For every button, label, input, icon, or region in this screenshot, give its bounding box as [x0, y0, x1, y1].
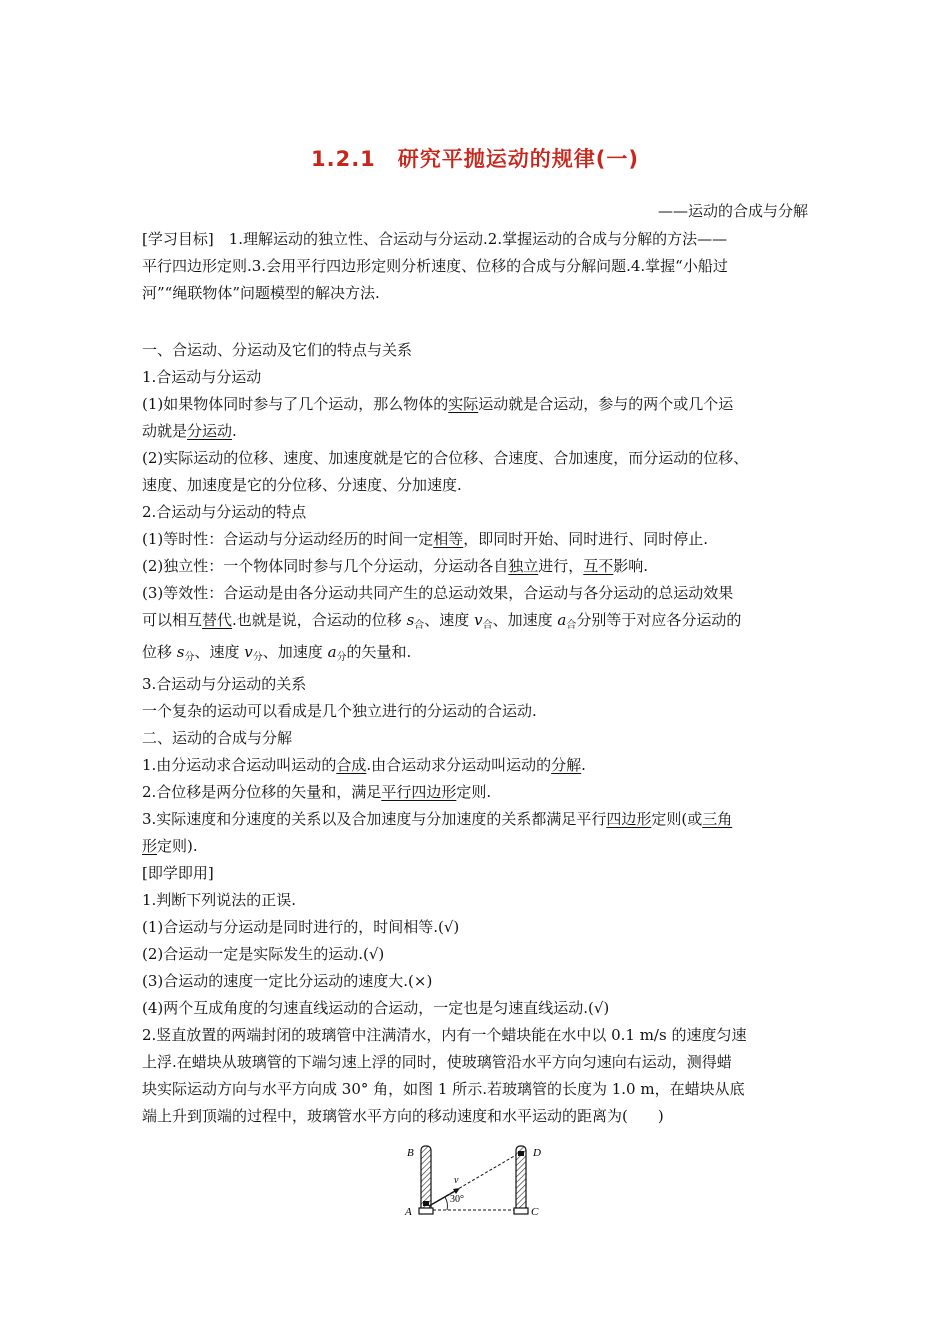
objectives-line-1: [学习目标] 1.理解运动的独立性、合运动与分运动.2.掌握运动的合成与分解的方法—— [142, 230, 728, 248]
paragraph: 动就是分运动. [142, 422, 237, 440]
paragraph: (1)如果物体同时参与了几个运动，那么物体的实际运动就是合运动，参与的两个或几个运 [142, 395, 734, 413]
paragraph: 3.实际速度和分速度的关系以及合加速度与分加速度的关系都满足平行四边形定则(或三角 [142, 810, 733, 828]
subheading-1: 1.合运动与分运动 [142, 368, 262, 386]
subheading-2: 2.合运动与分运动的特点 [142, 503, 307, 521]
section-2-heading: 二、运动的合成与分解 [142, 729, 293, 747]
label-v: v [454, 1175, 459, 1186]
question-2-line: 块实际运动方向与水平方向成 30° 角，如图 1 所示.若玻璃管的长度为 1.0 m，在蜡块从底 [142, 1080, 745, 1098]
paragraph: 2.合位移是两分位移的矢量和，满足平行四边形定则. [142, 783, 492, 801]
paragraph: 1.由分运动求合运动叫运动的合成.由合运动求分运动叫运动的分解. [142, 756, 586, 774]
question-2-line: 端上升到顶端的过程中，玻璃管水平方向的移动速度和水平运动的距离为( ) [142, 1107, 664, 1125]
blank-answer: 形 [142, 837, 158, 855]
objectives-line-3: 河”“绳联物体”问题模型的解决方法. [142, 284, 380, 302]
angle-arc [445, 1197, 447, 1210]
blank-answer: 互不 [583, 557, 614, 575]
subheading-3: 3.合运动与分运动的关系 [142, 675, 307, 693]
label-D: D [533, 1147, 541, 1159]
paragraph: 可以相互替代.也就是说，合运动的位移 $s_合$、速度 $v_合$、加速度 $a_合$分别等于对应各分运动的 [142, 611, 742, 631]
paragraph: 一个复杂的运动可以看成是几个独立进行的分运动的合运动. [142, 702, 537, 720]
question-1-item: (4)两个互成角度的匀速直线运动的合运动，一定也是匀速直线运动.(√) [142, 999, 610, 1017]
section-gap [142, 307, 824, 337]
page-subtitle: ——运动的合成与分解 [657, 202, 808, 220]
blank-answer: 四边形 [606, 810, 652, 828]
question-2-line: 2.竖直放置的两端封闭的玻璃管中注满清水，内有一个蜡块能在水中以 0.1 m/s 的速度匀速 [142, 1026, 747, 1044]
question-1-item: (3)合运动的速度一定比分运动的速度大.(×) [142, 972, 433, 990]
blank-answer: 独立 [508, 557, 539, 575]
paragraph: (1)等时性：合运动与分运动经历的时间一定相等，即同时开始、同时进行、同时停止. [142, 530, 709, 548]
document-body [142, 226, 824, 1130]
practice-label: [即学即用] [142, 864, 214, 882]
objectives-line-2: 平行四边形定则.3.会用平行四边形定则分析速度、位移的合成与分解问题.4.掌握“小船过 [142, 257, 728, 275]
wax-block-end [518, 1151, 524, 1156]
glass-tube-figure [402, 1138, 552, 1228]
section-1-heading: 一、合运动、分运动及它们的特点与关系 [142, 341, 413, 359]
question-1-item: (2)合运动一定是实际发生的运动.(√) [142, 945, 385, 963]
paragraph: 速度、加速度是它的分位移、分速度、分加速度. [142, 476, 462, 494]
paragraph: (3)等效性：合运动是由各分运动共同产生的总运动效果，合运动与各分运动的总运动效果 [142, 584, 734, 602]
paragraph: (2)独立性：一个物体同时参与几个分运动，分运动各自独立进行，互不影响. [142, 557, 649, 575]
objectives-label: [学习目标] [142, 230, 214, 248]
wax-block-start [423, 1201, 429, 1206]
blank-answer: 相等 [433, 530, 464, 548]
question-1-item: (1)合运动与分运动是同时进行的，时间相等.(√) [142, 918, 460, 936]
label-angle: 30° [450, 1194, 464, 1205]
page-title: 1.2.1 研究平抛运动的规律(一) [311, 147, 639, 171]
blank-answer: 分运动 [187, 422, 233, 440]
left-tube-base [419, 1208, 433, 1214]
blank-answer: 三角 [702, 810, 733, 828]
label-A: A [405, 1206, 412, 1218]
blank-answer: 分解 [551, 756, 582, 774]
paragraph: 位移 $s_分$、速度 $v_分$、加速度 $a_分$的矢量和. [142, 643, 412, 663]
question-1: 1.判断下列说法的正误. [142, 891, 297, 909]
blank-answer: 合成 [336, 756, 367, 774]
blank-answer: 替代 [202, 611, 233, 629]
question-2-line: 上浮.在蜡块从玻璃管的下端匀速上浮的同时，使玻璃管沿水平方向匀速向右运动，测得蜡 [142, 1053, 732, 1071]
label-C: C [531, 1206, 539, 1218]
blank-answer: 平行四边形 [381, 783, 457, 801]
blank-answer: 实际 [448, 395, 479, 413]
right-tube-base [514, 1208, 528, 1214]
paragraph: 形定则). [142, 837, 198, 855]
paragraph: (2)实际运动的位移、速度、加速度就是它的合位移、合速度、合加速度，而分运动的位移、 [142, 449, 749, 467]
label-B: B [407, 1147, 414, 1159]
